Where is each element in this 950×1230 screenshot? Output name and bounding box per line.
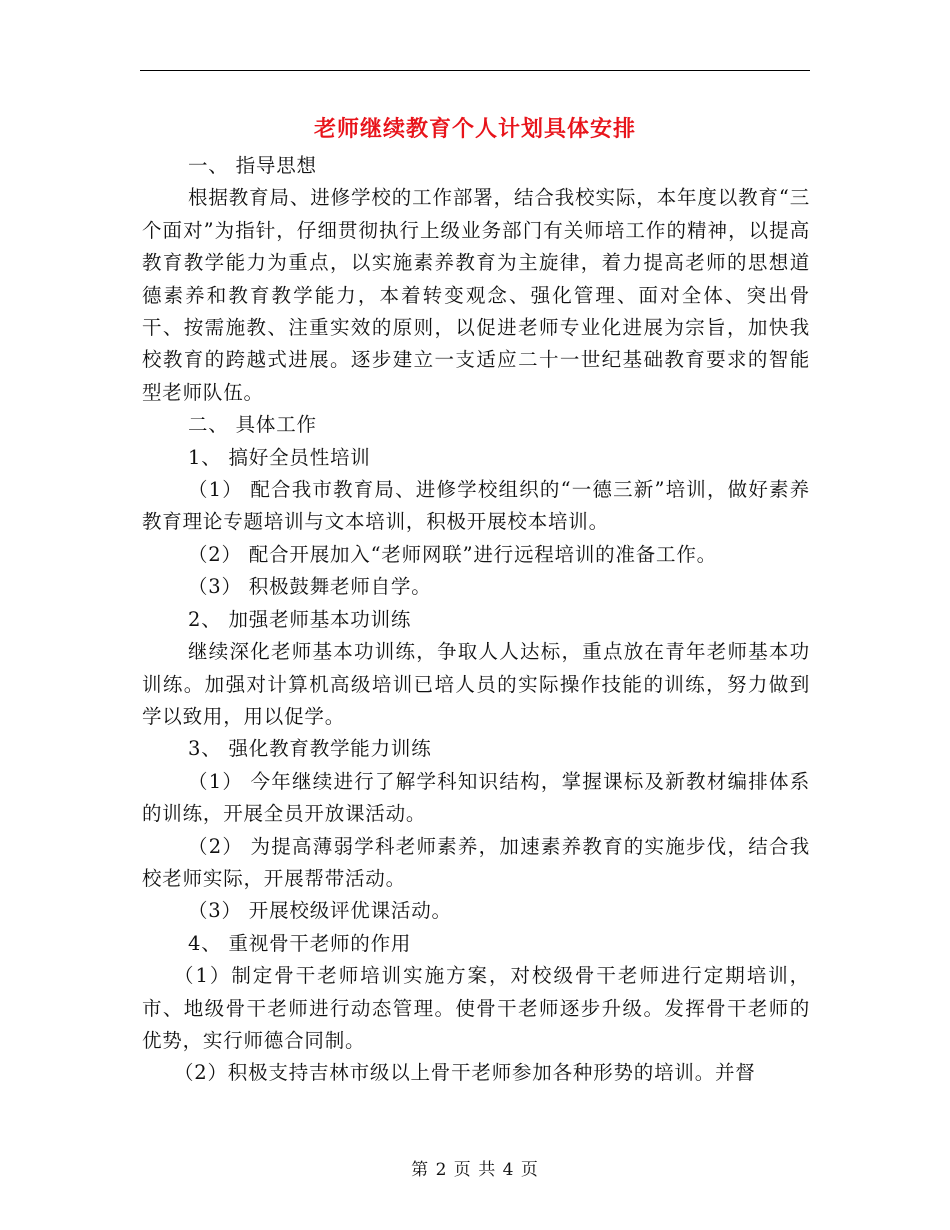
list-item-training-3: （3） 积极鼓舞老师自学。 — [188, 575, 432, 599]
subheading-all-staff-training: 1、 搞好全员性培训 — [188, 445, 371, 469]
section-heading-specific-work: 二、 具体工作 — [188, 413, 317, 437]
list-item-key-teachers-2: （2）积极支持吉林市级以上骨干老师参加各种形势的培训。并督 — [174, 1061, 756, 1085]
subheading-basic-skills: 2、 加强老师基本功训练 — [188, 607, 412, 631]
list-item-training-2: （2） 配合开展加入“老师网联”进行远程培训的准备工作。 — [188, 542, 717, 566]
subheading-key-teachers: 4、 重视骨干老师的作用 — [188, 931, 412, 955]
document-body — [142, 150, 810, 1090]
list-item-training-1: （1） 配合我市教育局、进修学校组织的“一德三新”培训，做好素养教育理论专题培训与文本培训，积极开展校本培训。 — [142, 478, 810, 534]
list-item-key-teachers-1: （1）制定骨干老师培训实施方案，对校级骨干老师进行定期培训，市、地级骨干老师进行动态管理。使骨干老师逐步升级。发挥骨干老师的优势，实行师德合同制。 — [142, 964, 810, 1052]
page-number: 第 2 页 共 4 页 — [411, 1160, 539, 1180]
header-rule — [140, 70, 810, 71]
paragraph-guiding-ideology: 根据教育局、进修学校的工作部署，结合我校实际，本年度以教育“三个面对”为指针，仔细贯彻执行上级业务部门有关师培工作的精神，以提高教育教学能力为重点，以实施素养教育为主旋律，着力提高老师的思想道德素养和教育教学能力，本着转变观念、强化管理、面对全体、突出骨干、按需施教、注重实效的原则，以促进老师专业化进展为宗旨，加快我校教育的跨越式进展。逐步建立一支适应二十一世纪基础教育要求的智能型老师队伍。 — [142, 186, 810, 404]
list-item-teaching-3: （3） 开展校级评优课活动。 — [188, 899, 452, 923]
paragraph-basic-skills: 继续深化老师基本功训练，争取人人达标，重点放在青年老师基本功训练。加强对计算机高级培训已培人员的实际操作技能的训练，努力做到学以致用，用以促学。 — [142, 640, 810, 728]
subheading-teaching-ability: 3、 强化教育教学能力训练 — [188, 737, 432, 761]
section-heading-guiding-ideology: 一、 指导思想 — [188, 154, 317, 177]
list-item-teaching-1: （1） 今年继续进行了解学科知识结构，掌握课标及新教材编排体系的训练，开展全员开放课活动。 — [142, 769, 810, 826]
document-title: 老师继续教育个人计划具体安排 — [313, 117, 636, 142]
list-item-teaching-2: （2） 为提高薄弱学科老师素养，加速素养教育的实施步伐，结合我校老师实际，开展帮带活动。 — [142, 834, 810, 890]
